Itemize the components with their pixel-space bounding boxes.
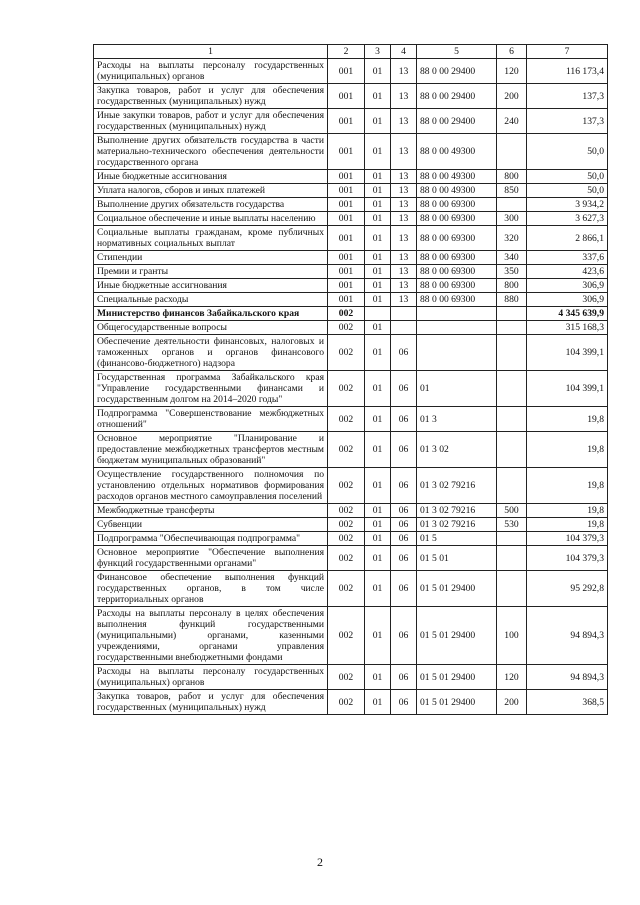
- expense-type-cell: 340: [497, 251, 527, 265]
- ministry-code-cell: 002: [328, 371, 365, 407]
- subsection-code-cell: 06: [391, 607, 417, 665]
- ministry-code-cell: 002: [328, 321, 365, 335]
- amount-cell: 50,0: [527, 170, 608, 184]
- expense-name-cell: Социальные выплаты гражданам, кроме публичных нормативных социальных выплат: [94, 226, 328, 251]
- expense-type-cell: [497, 307, 527, 321]
- target-article-cell: 88 0 00 69300: [417, 293, 497, 307]
- subsection-code-cell: 13: [391, 279, 417, 293]
- target-article-cell: 01 3 02: [417, 432, 497, 468]
- expense-name-cell: Основное мероприятие "Обеспечение выполнения функций государственными органами": [94, 546, 328, 571]
- section-code-cell: 01: [365, 532, 391, 546]
- table-row: [94, 468, 608, 504]
- table-row: [94, 571, 608, 607]
- ministry-code-cell: 002: [328, 571, 365, 607]
- target-article-cell: 88 0 00 49300: [417, 184, 497, 198]
- amount-cell: 104 399,1: [527, 335, 608, 371]
- amount-cell: 306,9: [527, 279, 608, 293]
- expense-type-cell: 100: [497, 607, 527, 665]
- expense-name-cell: Общегосударственные вопросы: [94, 321, 328, 335]
- subsection-code-cell: 06: [391, 571, 417, 607]
- table-row: [94, 134, 608, 170]
- amount-cell: 50,0: [527, 134, 608, 170]
- section-code-cell: 01: [365, 407, 391, 432]
- section-code-cell: 01: [365, 518, 391, 532]
- subsection-code-cell: [391, 321, 417, 335]
- expense-type-cell: 530: [497, 518, 527, 532]
- table-row: [94, 184, 608, 198]
- table-row: [94, 665, 608, 690]
- subsection-code-cell: 13: [391, 59, 417, 84]
- table-row: [94, 607, 608, 665]
- expense-type-cell: 200: [497, 690, 527, 715]
- target-article-cell: 88 0 00 69300: [417, 198, 497, 212]
- table-row: [94, 59, 608, 84]
- table-row: [94, 518, 608, 532]
- expense-type-cell: 320: [497, 226, 527, 251]
- expense-type-cell: 500: [497, 504, 527, 518]
- section-code-cell: 01: [365, 279, 391, 293]
- expense-name-cell: Иные бюджетные ассигнования: [94, 279, 328, 293]
- subsection-code-cell: 13: [391, 84, 417, 109]
- table-row: [94, 690, 608, 715]
- expense-type-cell: [497, 371, 527, 407]
- ministry-code-cell: 001: [328, 170, 365, 184]
- target-article-cell: 01 3 02 79216: [417, 504, 497, 518]
- expense-type-cell: [497, 134, 527, 170]
- ministry-code-cell: 002: [328, 407, 365, 432]
- ministry-code-cell: 001: [328, 251, 365, 265]
- expense-name-cell: Выполнение других обязательств государства в части материально-технического обеспечения деятельности государственного органа: [94, 134, 328, 170]
- expense-type-cell: 350: [497, 265, 527, 279]
- target-article-cell: 01: [417, 371, 497, 407]
- expense-name-cell: Иные бюджетные ассигнования: [94, 170, 328, 184]
- expense-type-cell: 850: [497, 184, 527, 198]
- target-article-cell: 01 5 01 29400: [417, 571, 497, 607]
- page-number: 2: [317, 855, 323, 869]
- amount-cell: 137,3: [527, 109, 608, 134]
- table-row: [94, 307, 608, 321]
- table-row: [94, 109, 608, 134]
- ministry-code-cell: 001: [328, 184, 365, 198]
- section-code-cell: 01: [365, 251, 391, 265]
- subsection-code-cell: [391, 307, 417, 321]
- expense-name-cell: Специальные расходы: [94, 293, 328, 307]
- table-row: [94, 226, 608, 251]
- expense-type-cell: 200: [497, 84, 527, 109]
- amount-cell: 94 894,3: [527, 665, 608, 690]
- header-col-5: 5: [417, 45, 497, 59]
- section-code-cell: 01: [365, 212, 391, 226]
- target-article-cell: 01 5 01 29400: [417, 690, 497, 715]
- ministry-code-cell: 002: [328, 504, 365, 518]
- ministry-code-cell: 002: [328, 546, 365, 571]
- ministry-code-cell: 001: [328, 279, 365, 293]
- amount-cell: 19,8: [527, 518, 608, 532]
- section-code-cell: [365, 307, 391, 321]
- expense-type-cell: 800: [497, 279, 527, 293]
- subsection-code-cell: 06: [391, 407, 417, 432]
- expense-name-cell: Подпрограмма "Совершенствование межбюджетных отношений": [94, 407, 328, 432]
- ministry-code-cell: 002: [328, 607, 365, 665]
- section-code-cell: 01: [365, 335, 391, 371]
- ministry-code-cell: 001: [328, 59, 365, 84]
- target-article-cell: 01 5 01 29400: [417, 607, 497, 665]
- target-article-cell: 01 3 02 79216: [417, 518, 497, 532]
- section-code-cell: 01: [365, 184, 391, 198]
- section-code-cell: 01: [365, 665, 391, 690]
- target-article-cell: [417, 335, 497, 371]
- section-code-cell: 01: [365, 226, 391, 251]
- amount-cell: 337,6: [527, 251, 608, 265]
- expense-name-cell: Выполнение других обязательств государства: [94, 198, 328, 212]
- section-code-cell: 01: [365, 109, 391, 134]
- ministry-code-cell: 001: [328, 134, 365, 170]
- expense-name-cell: Расходы на выплаты персоналу государственных (муниципальных) органов: [94, 665, 328, 690]
- expense-name-cell: Осуществление государственного полномочия по установлению отдельных нормативов формирования расходов органов местного самоуправления поселений: [94, 468, 328, 504]
- ministry-code-cell: 002: [328, 432, 365, 468]
- target-article-cell: 88 0 00 69300: [417, 212, 497, 226]
- table-row: [94, 321, 608, 335]
- amount-cell: 306,9: [527, 293, 608, 307]
- header-col-1: 1: [94, 45, 328, 59]
- expense-type-cell: 120: [497, 665, 527, 690]
- amount-cell: 3 934,2: [527, 198, 608, 212]
- target-article-cell: 88 0 00 69300: [417, 251, 497, 265]
- ministry-code-cell: 002: [328, 468, 365, 504]
- ministry-code-cell: 001: [328, 109, 365, 134]
- section-code-cell: 01: [365, 571, 391, 607]
- target-article-cell: 88 0 00 29400: [417, 109, 497, 134]
- target-article-cell: 01 3: [417, 407, 497, 432]
- target-article-cell: 01 5: [417, 532, 497, 546]
- expense-type-cell: [497, 532, 527, 546]
- expense-type-cell: 240: [497, 109, 527, 134]
- table-row: [94, 407, 608, 432]
- target-article-cell: [417, 321, 497, 335]
- amount-cell: 104 379,3: [527, 546, 608, 571]
- expense-name-cell: Межбюджетные трансферты: [94, 504, 328, 518]
- expense-type-cell: [497, 321, 527, 335]
- expense-name-cell: Социальное обеспечение и иные выплаты населению: [94, 212, 328, 226]
- section-code-cell: 01: [365, 607, 391, 665]
- ministry-code-cell: 002: [328, 532, 365, 546]
- expense-name-cell: Иные закупки товаров, работ и услуг для обеспечения государственных (муниципальных) нужд: [94, 109, 328, 134]
- ministry-code-cell: 002: [328, 307, 365, 321]
- subsection-code-cell: 06: [391, 690, 417, 715]
- section-code-cell: 01: [365, 265, 391, 279]
- section-code-cell: 01: [365, 59, 391, 84]
- amount-cell: 4 345 639,9: [527, 307, 608, 321]
- target-article-cell: 01 3 02 79216: [417, 468, 497, 504]
- subsection-code-cell: 13: [391, 170, 417, 184]
- subsection-code-cell: 13: [391, 198, 417, 212]
- subsection-code-cell: 13: [391, 226, 417, 251]
- ministry-code-cell: 001: [328, 226, 365, 251]
- expense-name-cell: Стипендии: [94, 251, 328, 265]
- expense-name-cell: Расходы на выплаты персоналу в целях обеспечения выполнения функций государственными (муниципальными) органами, казенными учреждениями, органами управления государственными внебюджетными фондами: [94, 607, 328, 665]
- ministry-code-cell: 002: [328, 518, 365, 532]
- expense-type-cell: [497, 571, 527, 607]
- amount-cell: 50,0: [527, 184, 608, 198]
- expense-name-cell: Государственная программа Забайкальского края "Управление государственными финансами и государственным долгом на 2014–2020 годы": [94, 371, 328, 407]
- target-article-cell: 88 0 00 69300: [417, 265, 497, 279]
- ministry-code-cell: 002: [328, 690, 365, 715]
- amount-cell: 19,8: [527, 504, 608, 518]
- expense-name-cell: Закупка товаров, работ и услуг для обеспечения государственных (муниципальных) нужд: [94, 690, 328, 715]
- table-row: [94, 293, 608, 307]
- table-row: [94, 335, 608, 371]
- budget-table: [93, 44, 608, 715]
- section-code-cell: 01: [365, 546, 391, 571]
- expense-name-cell: Финансовое обеспечение выполнения функций государственных органов, в том числе территориальных органов: [94, 571, 328, 607]
- amount-cell: 315 168,3: [527, 321, 608, 335]
- amount-cell: 19,8: [527, 407, 608, 432]
- header-col-2: 2: [328, 45, 365, 59]
- target-article-cell: 88 0 00 29400: [417, 59, 497, 84]
- table-row: [94, 198, 608, 212]
- amount-cell: 94 894,3: [527, 607, 608, 665]
- expense-name-cell: Закупка товаров, работ и услуг для обеспечения государственных (муниципальных) нужд: [94, 84, 328, 109]
- section-code-cell: 01: [365, 170, 391, 184]
- amount-cell: 137,3: [527, 84, 608, 109]
- header-col-6: 6: [497, 45, 527, 59]
- subsection-code-cell: 13: [391, 109, 417, 134]
- target-article-cell: 88 0 00 69300: [417, 226, 497, 251]
- ministry-code-cell: 001: [328, 212, 365, 226]
- section-code-cell: 01: [365, 293, 391, 307]
- subsection-code-cell: 13: [391, 293, 417, 307]
- expense-name-cell: Министерство финансов Забайкальского края: [94, 307, 328, 321]
- expense-name-cell: Основное мероприятие "Планирование и предоставление межбюджетных трансфертов местным бюджетам муниципальных образований": [94, 432, 328, 468]
- section-code-cell: 01: [365, 84, 391, 109]
- amount-cell: 2 866,1: [527, 226, 608, 251]
- ministry-code-cell: 002: [328, 335, 365, 371]
- table-row: [94, 84, 608, 109]
- target-article-cell: 88 0 00 49300: [417, 170, 497, 184]
- section-code-cell: 01: [365, 504, 391, 518]
- header-col-7: 7: [527, 45, 608, 59]
- amount-cell: 19,8: [527, 468, 608, 504]
- expense-type-cell: 120: [497, 59, 527, 84]
- subsection-code-cell: 06: [391, 371, 417, 407]
- subsection-code-cell: 06: [391, 665, 417, 690]
- subsection-code-cell: 06: [391, 546, 417, 571]
- target-article-cell: 88 0 00 29400: [417, 84, 497, 109]
- target-article-cell: 01 5 01: [417, 546, 497, 571]
- subsection-code-cell: 13: [391, 134, 417, 170]
- target-article-cell: 88 0 00 69300: [417, 279, 497, 293]
- ministry-code-cell: 001: [328, 198, 365, 212]
- amount-cell: 423,6: [527, 265, 608, 279]
- subsection-code-cell: 06: [391, 468, 417, 504]
- header-col-4: 4: [391, 45, 417, 59]
- subsection-code-cell: 13: [391, 265, 417, 279]
- target-article-cell: 88 0 00 49300: [417, 134, 497, 170]
- expense-type-cell: 880: [497, 293, 527, 307]
- amount-cell: 368,5: [527, 690, 608, 715]
- section-code-cell: 01: [365, 134, 391, 170]
- subsection-code-cell: 06: [391, 335, 417, 371]
- table-row: [94, 170, 608, 184]
- amount-cell: 116 173,4: [527, 59, 608, 84]
- amount-cell: 3 627,3: [527, 212, 608, 226]
- subsection-code-cell: 06: [391, 504, 417, 518]
- section-code-cell: 01: [365, 371, 391, 407]
- expense-name-cell: Премии и гранты: [94, 265, 328, 279]
- ministry-code-cell: 001: [328, 84, 365, 109]
- target-article-cell: 01 5 01 29400: [417, 665, 497, 690]
- section-code-cell: 01: [365, 198, 391, 212]
- ministry-code-cell: 002: [328, 665, 365, 690]
- amount-cell: 104 379,3: [527, 532, 608, 546]
- expense-name-cell: Обеспечение деятельности финансовых, налоговых и таможенных органов и органов финансового (финансово-бюджетного) надзора: [94, 335, 328, 371]
- table-row: [94, 546, 608, 571]
- expense-name-cell: Подпрограмма "Обеспечивающая подпрограмма": [94, 532, 328, 546]
- expense-type-cell: [497, 407, 527, 432]
- amount-cell: 104 399,1: [527, 371, 608, 407]
- expense-name-cell: Расходы на выплаты персоналу государственных (муниципальных) органов: [94, 59, 328, 84]
- table-row: [94, 251, 608, 265]
- subsection-code-cell: 13: [391, 251, 417, 265]
- table-body: [94, 59, 608, 715]
- expense-name-cell: Субвенции: [94, 518, 328, 532]
- section-code-cell: 01: [365, 690, 391, 715]
- subsection-code-cell: 06: [391, 518, 417, 532]
- table-row: [94, 212, 608, 226]
- header-col-3: 3: [365, 45, 391, 59]
- subsection-code-cell: 06: [391, 432, 417, 468]
- table-row: [94, 279, 608, 293]
- table-row: [94, 371, 608, 407]
- ministry-code-cell: 001: [328, 293, 365, 307]
- expense-type-cell: [497, 432, 527, 468]
- expense-name-cell: Уплата налогов, сборов и иных платежей: [94, 184, 328, 198]
- subsection-code-cell: 13: [391, 212, 417, 226]
- table-row: [94, 532, 608, 546]
- table-row: [94, 504, 608, 518]
- subsection-code-cell: 13: [391, 184, 417, 198]
- table-row: [94, 432, 608, 468]
- section-code-cell: 01: [365, 432, 391, 468]
- expense-type-cell: [497, 546, 527, 571]
- expense-type-cell: [497, 198, 527, 212]
- header-row: [94, 45, 608, 59]
- expense-type-cell: [497, 468, 527, 504]
- amount-cell: 19,8: [527, 432, 608, 468]
- expense-type-cell: 300: [497, 212, 527, 226]
- ministry-code-cell: 001: [328, 265, 365, 279]
- expense-type-cell: 800: [497, 170, 527, 184]
- section-code-cell: 01: [365, 468, 391, 504]
- target-article-cell: [417, 307, 497, 321]
- table-row: [94, 265, 608, 279]
- amount-cell: 95 292,8: [527, 571, 608, 607]
- section-code-cell: 01: [365, 321, 391, 335]
- expense-type-cell: [497, 335, 527, 371]
- subsection-code-cell: 06: [391, 532, 417, 546]
